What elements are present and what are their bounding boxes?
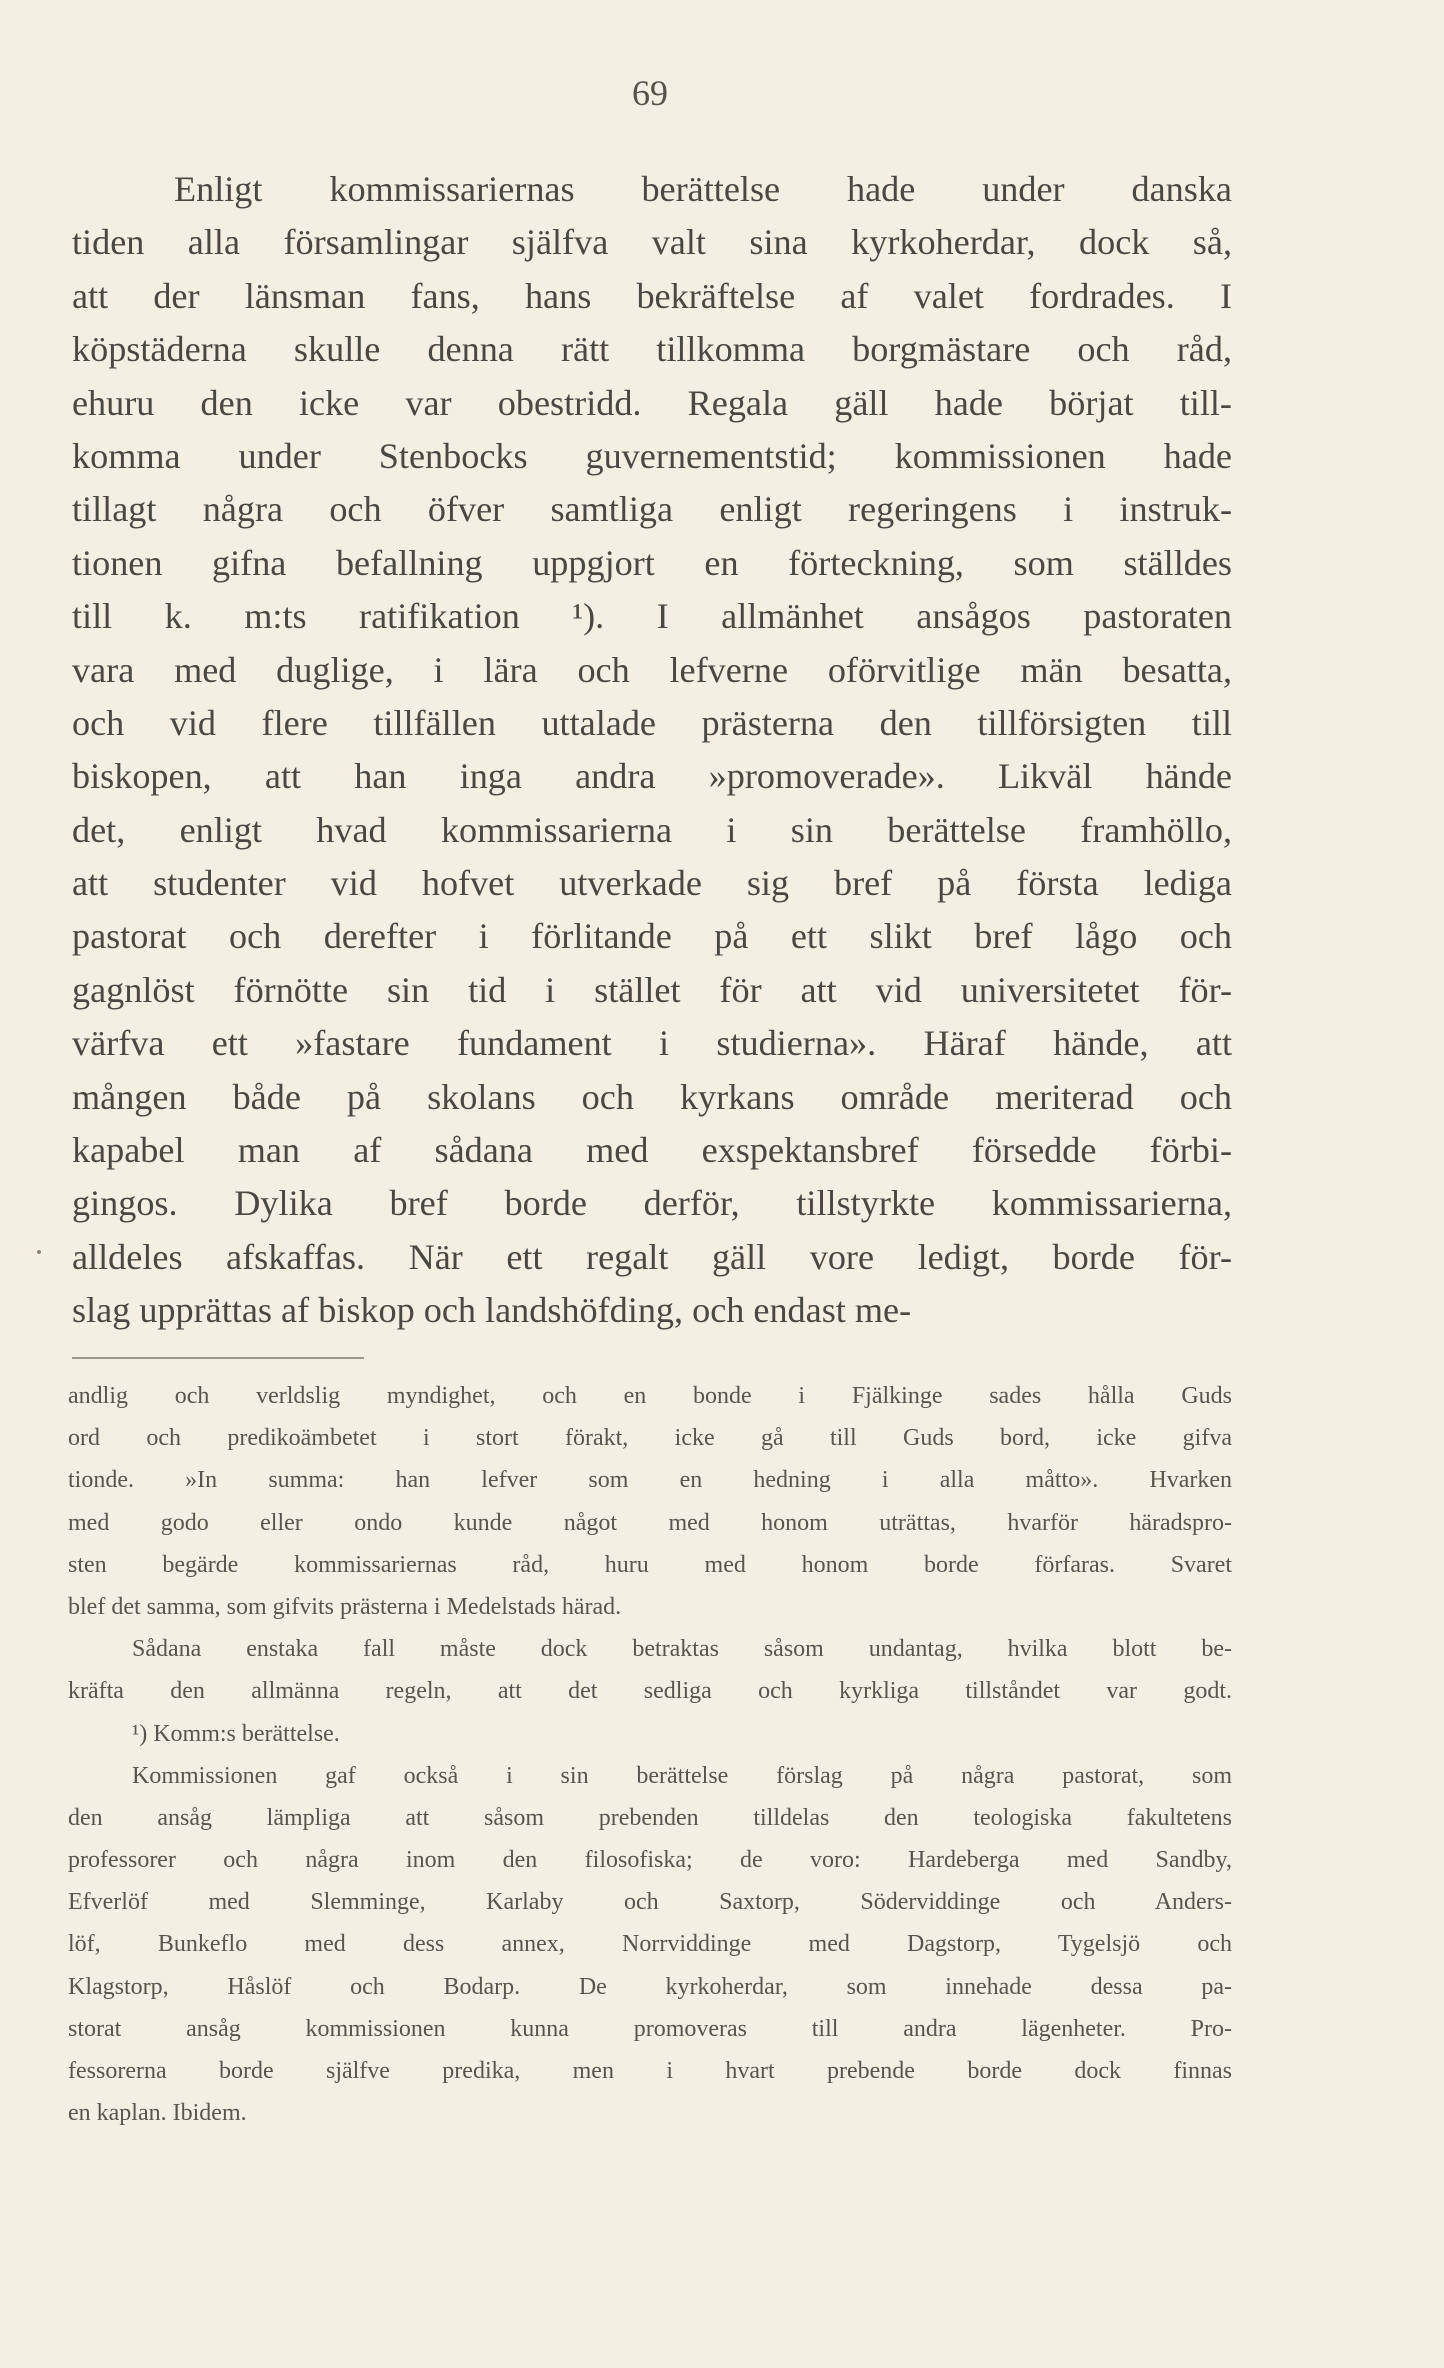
- footnote-line: kräfta den allmänna regeln, att det sedliga och kyrkliga tillståndet var godt.: [68, 1678, 1232, 1705]
- footnotes: [68, 1375, 1232, 2134]
- footnote-line: Sådana enstaka fall måste dock betraktas såsom undantag, hvilka blott be-: [132, 1636, 1232, 1663]
- body-line: mången både på skolans och kyrkans område meriterad och: [72, 1076, 1232, 1117]
- footnote-line: en kaplan. Ibidem.: [68, 2100, 247, 2127]
- body-line: vara med duglige, i lära och lefverne oförvitlige män besatta,: [72, 649, 1232, 690]
- body-line: kapabel man af sådana med exspektansbref försedde förbi-: [72, 1130, 1232, 1171]
- body-line: slag upprättas af biskop och landshöfding, och endast me-: [72, 1290, 912, 1331]
- body-line: Enligt kommissariernas berättelse hade under danska: [174, 169, 1232, 209]
- footnote-line: sten begärde kommissariernas råd, huru med honom borde förfaras. Svaret: [68, 1551, 1232, 1578]
- footnote-line: den ansåg lämpliga att såsom prebenden tilldelas den teologiska fakultetens: [68, 1804, 1232, 1831]
- body-line: tionen gifna befallning uppgjort en förteckning, som ställdes: [72, 542, 1232, 583]
- body-line: pastorat och derefter i förlitande på ett slikt bref lågo och: [72, 916, 1232, 957]
- footnote-line: andlig och verldslig myndighet, och en bonde i Fjälkinge sades hålla Guds: [68, 1383, 1232, 1409]
- body-line: komma under Stenbocks guvernementstid; kommissionen hade: [72, 435, 1232, 476]
- body-line: biskopen, att han inga andra »promoverade». Likväl hände: [72, 756, 1232, 797]
- body-line: tiden alla församlingar själfva valt sina kyrkoherdar, dock så,: [72, 222, 1232, 263]
- body-line: att der länsman fans, hans bekräftelse af valet fordrades. I: [72, 275, 1232, 316]
- body-line: att studenter vid hofvet utverkade sig bref på första lediga: [72, 863, 1232, 904]
- footnote-line: fessorerna borde själfve predika, men i hvart prebende borde dock finnas: [68, 2058, 1232, 2084]
- body-line: tillagt några och öfver samtliga enligt regeringens i instruk-: [72, 489, 1232, 530]
- body-line: värfva ett »fastare fundament i studierna». Häraf hände, att: [72, 1023, 1232, 1064]
- footnote-line: ord och predikoämbetet i stort förakt, icke gå till Guds bord, icke gifva: [68, 1425, 1232, 1452]
- footnote-line: löf, Bunkeflo med dess annex, Norrviddinge med Dagstorp, Tygelsjö och: [68, 1931, 1232, 1958]
- footnote-marker-line: ¹) Komm:s berättelse.: [132, 1720, 340, 1747]
- footnote-line: med godo eller ondo kunde något med honom uträttas, hvarför häradspro-: [68, 1509, 1232, 1536]
- footnote-line: Efverlöf med Slemminge, Karlaby och Saxtorp, Söderviddinge och Anders-: [68, 1889, 1232, 1916]
- footnote-line: Kommissionen gaf också i sin berättelse förslag på några pastorat, som: [132, 1762, 1232, 1789]
- body-line: gingos. Dylika bref borde derför, tillstyrkte kommissarierna,: [72, 1183, 1232, 1224]
- body-line: köpstäderna skulle denna rätt tillkomma borgmästare och råd,: [72, 329, 1232, 370]
- body-line: ehuru den icke var obestridd. Regala gäll hade börjat till-: [72, 382, 1232, 423]
- footnote-divider: [72, 1357, 364, 1359]
- footnote-line: tionde. »In summa: han lefver som en hedning i alla måtto». Hvarken: [68, 1467, 1232, 1494]
- body-line: det, enligt hvad kommissarierna i sin berättelse framhöllo,: [72, 809, 1232, 850]
- margin-speck: [37, 1250, 41, 1254]
- body-text: [72, 163, 1232, 1338]
- page-number: 69: [632, 73, 668, 113]
- body-line: gagnlöst förnötte sin tid i stället för att vid universitetet för-: [72, 969, 1232, 1010]
- body-line: till k. m:ts ratifikation ¹). I allmänhet ansågos pastoraten: [72, 596, 1232, 637]
- body-line: och vid flere tillfällen uttalade prästerna den tillförsigten till: [72, 702, 1232, 743]
- footnote-line: professorer och några inom den filosofiska; de voro: Hardeberga med Sandby,: [68, 1847, 1232, 1874]
- footnote-line: Klagstorp, Håslöf och Bodarp. De kyrkoherdar, som innehade dessa pa-: [68, 1973, 1232, 2000]
- footnote-line: blef det samma, som gifvits prästerna i Medelstads härad.: [68, 1593, 622, 1620]
- body-line: alldeles afskaffas. När ett regalt gäll vore ledigt, borde för-: [72, 1236, 1232, 1277]
- footnote-line: storat ansåg kommissionen kunna promoveras till andra lägenheter. Pro-: [68, 2015, 1232, 2042]
